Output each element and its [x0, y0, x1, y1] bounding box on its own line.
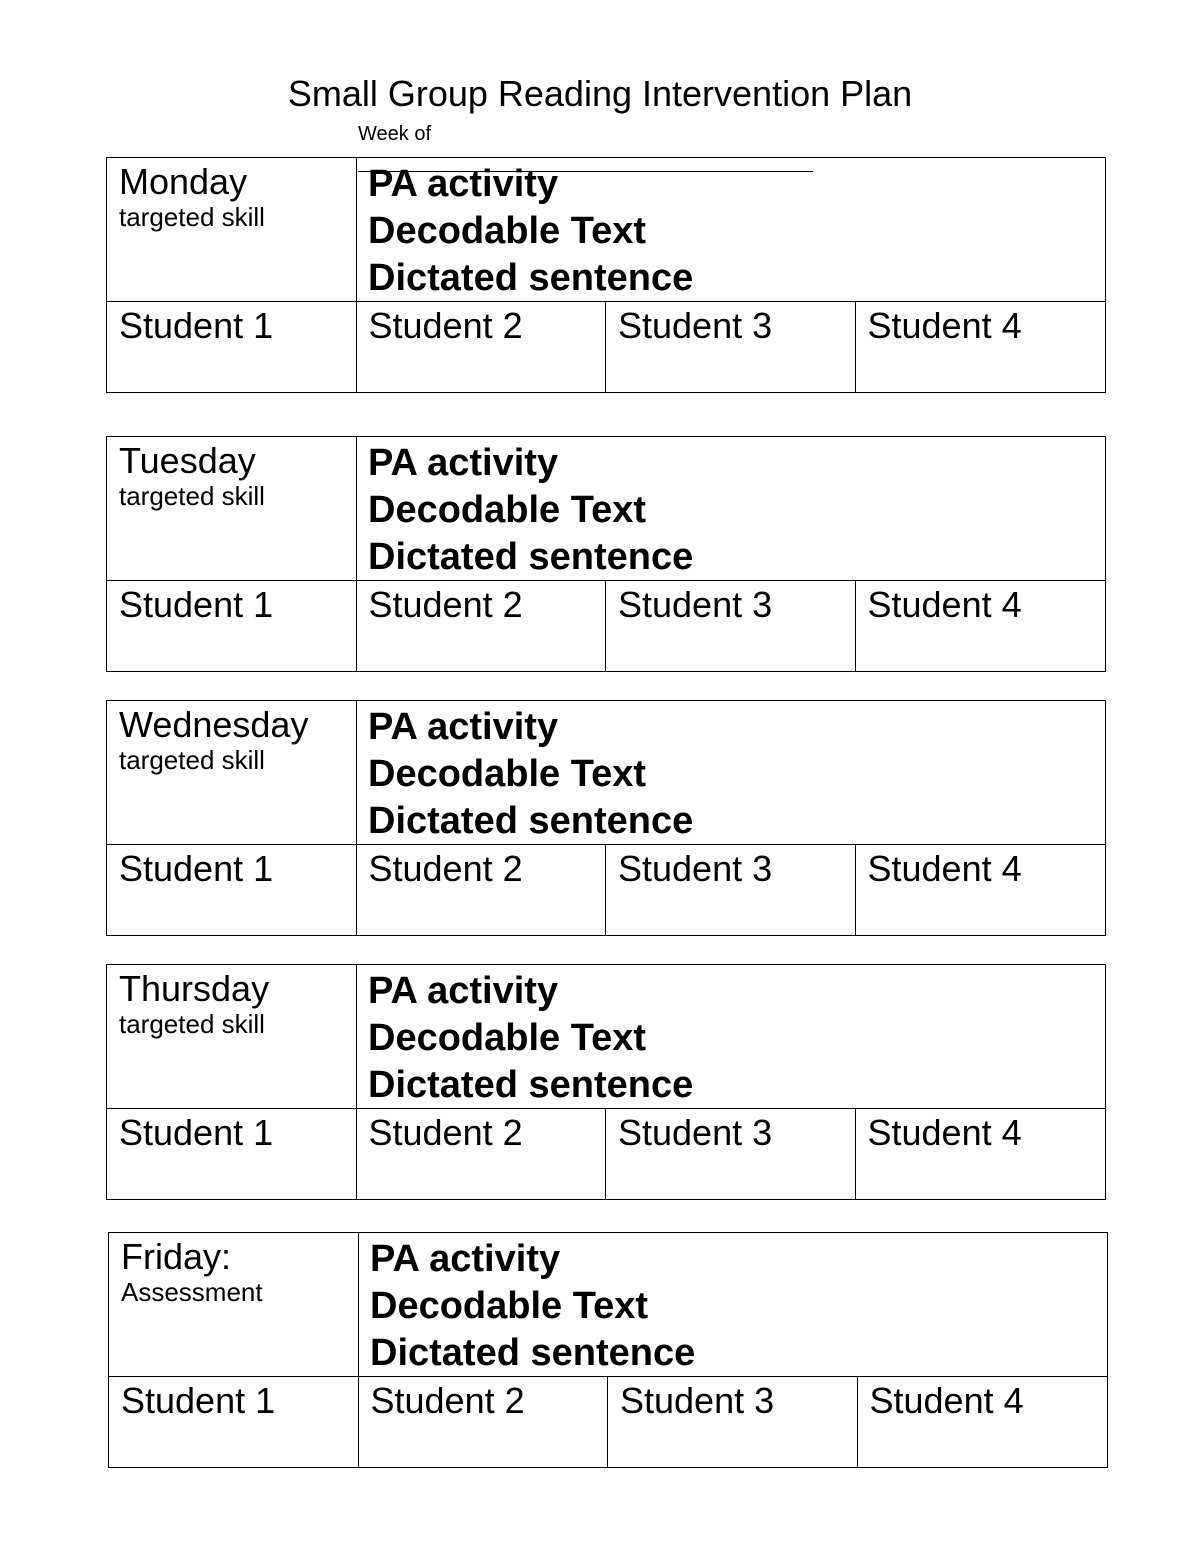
activity-dictated-sentence: Dictated sentence	[368, 1064, 694, 1106]
activity-decodable-text: Decodable Text	[368, 489, 647, 531]
student-cell-1[interactable]: Student 1	[107, 1109, 357, 1199]
day-block-tuesday	[106, 436, 1106, 672]
student-cell-1[interactable]: Student 1	[109, 1377, 359, 1467]
student-cell-2[interactable]: Student 2	[357, 1109, 607, 1199]
activity-dictated-sentence: Dictated sentence	[368, 800, 694, 842]
day-name: Wednesday	[119, 704, 309, 745]
student-cell-4[interactable]: Student 4	[867, 1112, 1022, 1153]
student-cell-1[interactable]: Student 1	[107, 302, 357, 392]
activity-pa: PA activity	[370, 1238, 561, 1280]
day-block-monday	[106, 157, 1106, 393]
student-cell-3[interactable]: Student 3	[606, 302, 856, 392]
day-cell	[107, 965, 357, 1108]
week-of-label: Week of	[358, 123, 431, 145]
activities-cell[interactable]	[357, 701, 1105, 844]
day-skill: targeted skill	[119, 1009, 265, 1039]
activity-decodable-text: Decodable Text	[368, 210, 647, 252]
day-header-row	[107, 701, 1105, 845]
student-cell-2[interactable]: Student 2	[357, 302, 607, 392]
day-cell	[107, 437, 357, 580]
day-name: Tuesday	[119, 440, 256, 481]
student-row	[107, 1109, 1105, 1199]
student-row	[107, 581, 1105, 671]
student-row	[107, 845, 1105, 935]
student-cell-3[interactable]: Student 3	[606, 845, 856, 935]
day-header-row	[107, 965, 1105, 1109]
student-row	[107, 302, 1105, 392]
student-cell-3[interactable]: Student 3	[606, 581, 856, 671]
activity-pa: PA activity	[368, 442, 559, 484]
student-cell-2[interactable]: Student 2	[357, 845, 607, 935]
student-cell-4[interactable]: Student 4	[867, 848, 1022, 889]
day-skill: targeted skill	[119, 481, 265, 511]
student-cell-4[interactable]: Student 4	[867, 584, 1022, 625]
day-block-thursday	[106, 964, 1106, 1200]
day-block-friday	[108, 1232, 1108, 1468]
day-skill: targeted skill	[119, 202, 265, 232]
activity-dictated-sentence: Dictated sentence	[370, 1332, 696, 1374]
activities-cell[interactable]	[357, 965, 1105, 1108]
activity-dictated-sentence: Dictated sentence	[368, 536, 694, 578]
day-header-row	[109, 1233, 1107, 1377]
day-header-row	[107, 158, 1105, 302]
page-title: Small Group Reading Intervention Plan	[287, 73, 913, 114]
day-skill: targeted skill	[119, 745, 265, 775]
day-cell	[107, 701, 357, 844]
day-name: Thursday	[119, 968, 270, 1009]
student-cell-1[interactable]: Student 1	[107, 845, 357, 935]
activity-decodable-text: Decodable Text	[368, 1017, 647, 1059]
day-cell	[107, 158, 357, 301]
day-header-row	[107, 437, 1105, 581]
activity-pa: PA activity	[368, 163, 559, 205]
activities-cell[interactable]	[357, 437, 1105, 580]
activity-dictated-sentence: Dictated sentence	[368, 257, 694, 299]
activity-pa: PA activity	[368, 706, 559, 748]
student-cell-4[interactable]: Student 4	[867, 305, 1022, 346]
student-cell-3[interactable]: Student 3	[608, 1377, 858, 1467]
activity-decodable-text: Decodable Text	[368, 753, 647, 795]
student-cell-1[interactable]: Student 1	[107, 581, 357, 671]
student-cell-2[interactable]: Student 2	[359, 1377, 609, 1467]
day-block-wednesday	[106, 700, 1106, 936]
student-cell-4[interactable]: Student 4	[869, 1380, 1024, 1421]
activities-cell[interactable]	[357, 158, 1105, 301]
activity-pa: PA activity	[368, 970, 559, 1012]
student-row	[109, 1377, 1107, 1467]
day-name: Friday:	[121, 1236, 232, 1277]
student-cell-2[interactable]: Student 2	[357, 581, 607, 671]
day-name: Monday	[119, 161, 248, 202]
student-cell-3[interactable]: Student 3	[606, 1109, 856, 1199]
day-cell	[109, 1233, 359, 1376]
activity-decodable-text: Decodable Text	[370, 1285, 649, 1327]
activities-cell[interactable]	[359, 1233, 1107, 1376]
day-skill: Assessment	[121, 1277, 263, 1307]
